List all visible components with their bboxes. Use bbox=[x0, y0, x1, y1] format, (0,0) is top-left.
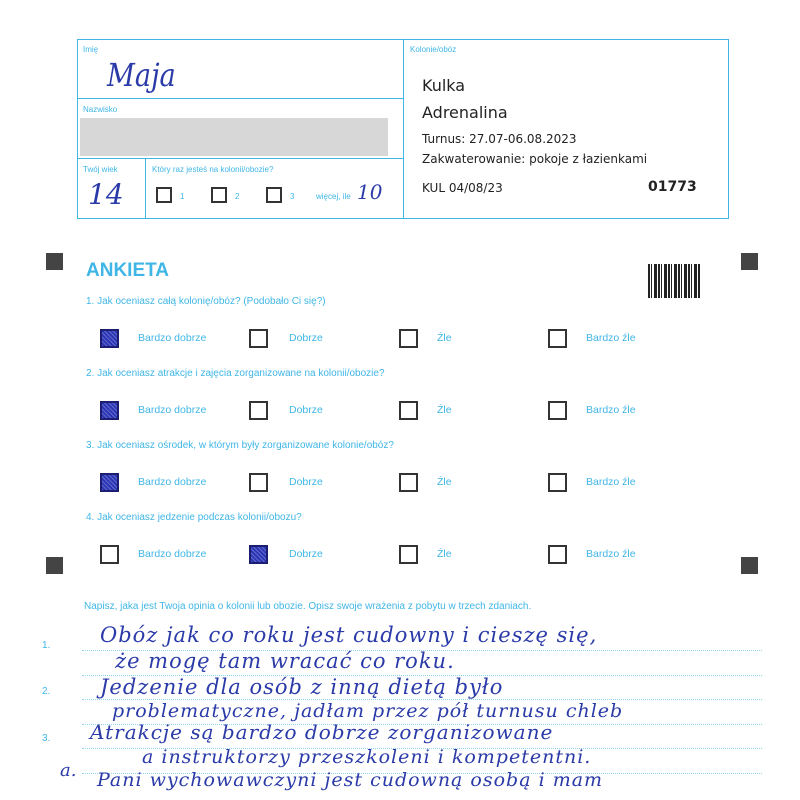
surname-redacted bbox=[80, 118, 388, 156]
camp-label: Kolonie/obóz bbox=[410, 45, 457, 54]
question-4-text: 4. Jak oceniasz jedzenie podczas kolonii/obozu? bbox=[86, 512, 302, 523]
registration-mark-mid-right bbox=[741, 557, 758, 574]
question-1-option-label: Dobrze bbox=[289, 332, 323, 344]
question-3-checkbox-bardzo-zle[interactable] bbox=[548, 473, 567, 492]
camp-code: KUL 04/08/23 bbox=[422, 181, 503, 195]
times-checkbox-2[interactable] bbox=[211, 187, 227, 203]
question-3-option-label: Bardzo dobrze bbox=[138, 476, 207, 488]
line-number-1: 1. bbox=[42, 640, 51, 651]
answer-line-6[interactable]: a instruktorzy przeszkoleni i kompetentni. bbox=[142, 746, 592, 768]
question-1-option-label: Źle bbox=[437, 332, 452, 344]
answer-line-5[interactable]: Atrakcje są bardzo dobrze zorganizowane bbox=[90, 720, 554, 744]
times-more-value[interactable]: 10 bbox=[357, 180, 383, 204]
question-1-checkbox-bardzo-zle[interactable] bbox=[548, 329, 567, 348]
surname-label: Nazwisko bbox=[83, 105, 118, 114]
camp-name-1: Kulka bbox=[422, 76, 466, 95]
answer-line-1[interactable]: Obóz jak co roku jest cudowny i cieszę się, bbox=[100, 623, 598, 647]
answer-line-2[interactable]: że mogę tam wracać co roku. bbox=[115, 649, 455, 673]
question-4-checkbox-zle[interactable] bbox=[399, 545, 418, 564]
survey-title: ANKIETA bbox=[86, 260, 170, 281]
registration-mark-mid-left bbox=[46, 557, 63, 574]
question-1-checkbox-dobrze[interactable] bbox=[249, 329, 268, 348]
question-2-checkbox-dobrze[interactable] bbox=[249, 401, 268, 420]
question-1-checkbox-zle[interactable] bbox=[399, 329, 418, 348]
age-label: Twój wiek bbox=[83, 165, 118, 174]
question-3-checkbox-zle[interactable] bbox=[399, 473, 418, 492]
name-value[interactable]: Maja bbox=[107, 56, 176, 94]
times-more-label: więcej, ile bbox=[316, 192, 351, 201]
answer-line-7[interactable]: Pani wychowawczyni jest cudowną osobą i mam bbox=[97, 769, 604, 791]
question-2-checkbox-bardzo-dobrze[interactable] bbox=[100, 401, 119, 420]
question-2-option-label: Bardzo dobrze bbox=[138, 404, 207, 416]
question-1-option-label: Bardzo źle bbox=[586, 332, 636, 344]
question-4-checkbox-dobrze[interactable] bbox=[249, 545, 268, 564]
question-3-option-label: Dobrze bbox=[289, 476, 323, 488]
question-3-checkbox-bardzo-dobrze[interactable] bbox=[100, 473, 119, 492]
question-3-option-label: Bardzo źle bbox=[586, 476, 636, 488]
question-2-checkbox-bardzo-zle[interactable] bbox=[548, 401, 567, 420]
name-label: Imię bbox=[83, 45, 99, 54]
times-label: Który raz jesteś na kolonii/obozie? bbox=[152, 165, 274, 174]
registration-mark-top-right bbox=[741, 253, 758, 270]
question-4-checkbox-bardzo-zle[interactable] bbox=[548, 545, 567, 564]
form-number: 01773 bbox=[648, 179, 697, 195]
times-option-3: 3 bbox=[290, 192, 295, 201]
question-4-option-label: Bardzo źle bbox=[586, 548, 636, 560]
question-4-option-label: Źle bbox=[437, 548, 452, 560]
question-3-option-label: Źle bbox=[437, 476, 452, 488]
question-2-text: 2. Jak oceniasz atrakcje i zajęcia zorganizowane na kolonii/obozie? bbox=[86, 368, 385, 379]
age-value[interactable]: 14 bbox=[88, 178, 124, 211]
barcode bbox=[648, 264, 700, 298]
camp-name-2: Adrenalina bbox=[422, 103, 508, 122]
question-1-option-label: Bardzo dobrze bbox=[138, 332, 207, 344]
times-checkbox-1[interactable] bbox=[156, 187, 172, 203]
question-2-option-label: Bardzo źle bbox=[586, 404, 636, 416]
line-number-3: 3. bbox=[42, 733, 51, 744]
question-1-checkbox-bardzo-dobrze[interactable] bbox=[100, 329, 119, 348]
divider-age bbox=[145, 158, 146, 219]
accommodation: Zakwaterowanie: pokoje z łazienkami bbox=[422, 152, 648, 166]
times-checkbox-3[interactable] bbox=[266, 187, 282, 203]
answer-line-3[interactable]: Jedzenie dla osób z inną dietą było bbox=[100, 675, 504, 699]
question-1-text: 1. Jak oceniasz całą kolonię/obóz? (Podobało Ci się?) bbox=[86, 296, 326, 307]
divider-name bbox=[77, 98, 404, 99]
times-option-2: 2 bbox=[235, 192, 240, 201]
line-number-2: 2. bbox=[42, 686, 51, 697]
times-option-1: 1 bbox=[180, 192, 185, 201]
question-3-text: 3. Jak oceniasz ośrodek, w którym były zorganizowane kolonie/obóz? bbox=[86, 440, 394, 451]
extra-line-number: a. bbox=[60, 760, 77, 781]
question-2-checkbox-zle[interactable] bbox=[399, 401, 418, 420]
question-2-option-label: Dobrze bbox=[289, 404, 323, 416]
turnus: Turnus: 27.07-06.08.2023 bbox=[422, 132, 577, 146]
question-3-checkbox-dobrze[interactable] bbox=[249, 473, 268, 492]
question-2-option-label: Źle bbox=[437, 404, 452, 416]
divider-surname bbox=[77, 158, 404, 159]
question-4-option-label: Dobrze bbox=[289, 548, 323, 560]
question-4-option-label: Bardzo dobrze bbox=[138, 548, 207, 560]
question-4-checkbox-bardzo-dobrze[interactable] bbox=[100, 545, 119, 564]
answer-line-4[interactable]: problematyczne, jadłam przez pół turnusu chleb bbox=[112, 700, 624, 722]
registration-mark-top-left bbox=[46, 253, 63, 270]
opinion-prompt: Napisz, jaka jest Twoja opinia o kolonii lub obozie. Opisz swoje wrażenia z pobytu w trzech zdaniach. bbox=[84, 601, 532, 612]
